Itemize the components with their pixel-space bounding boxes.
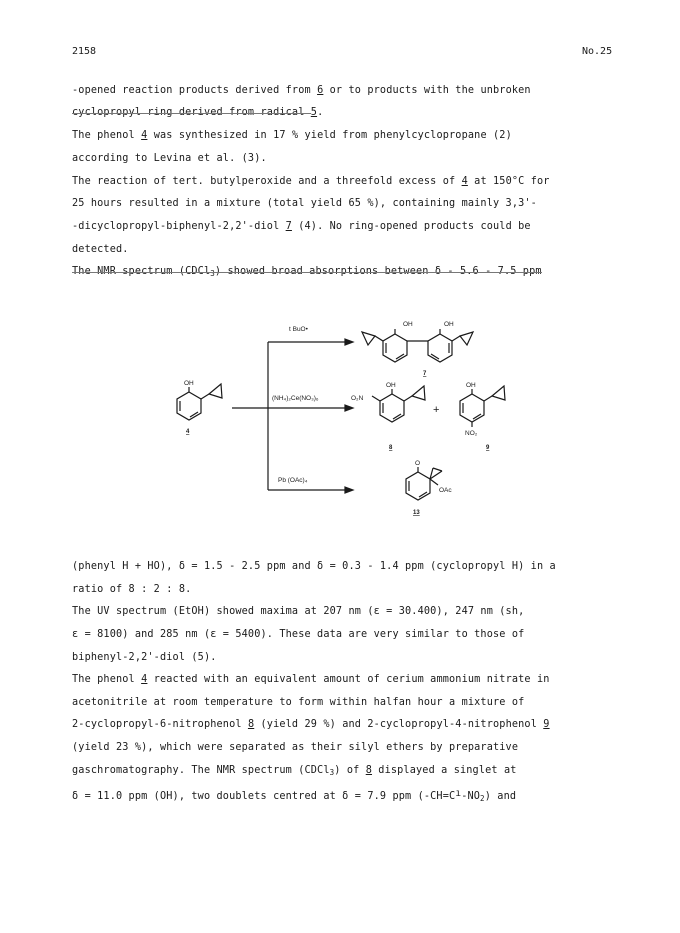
oh-label: OH: [403, 321, 413, 328]
text-line: biphenyl-2,2'-diol (5).: [72, 652, 217, 663]
o2n-label: O₂N: [351, 395, 364, 402]
journal-issue: No.25: [582, 46, 613, 57]
compound-ref: 7: [285, 221, 292, 232]
compound-7-structure: [362, 329, 473, 362]
text-line: 2-cyclopropyl-6-nitrophenol 8 (yield 29 %) and 2-cyclopropyl-4-nitrophenol 9: [72, 719, 550, 730]
compound-ref: 6: [317, 85, 324, 96]
text-line: δ = 11.0 ppm (OH), two doublets centred at δ = 7.9 ppm $(-CH=Cı-NO_2)$ and: [72, 788, 517, 803]
compound-ref: 5: [310, 107, 318, 118]
compound-13-structure: [406, 467, 442, 500]
text-line: acetonitrile at room temperature to form within halfan hour a mixture of: [72, 697, 525, 708]
compound-4-structure: [177, 384, 222, 420]
compound-13-label: 13: [413, 510, 420, 516]
compound-9-structure: [460, 386, 505, 427]
text-line: ε = 8100) and 285 nm (ε = 5400). These data are very similar to those of: [72, 629, 525, 640]
reaction-scheme: [0, 290, 680, 540]
compound-8-structure: [372, 386, 425, 422]
text-line: The UV spectrum (EtOH) showed maxima at 207 nm (ε = 30.400), 247 nm (sh,: [72, 606, 525, 617]
compound-ref: 8: [247, 719, 255, 730]
bond-mark: ı: [455, 788, 462, 799]
oh-label: OH: [386, 382, 396, 389]
plus-sign: +: [433, 404, 440, 416]
oac-label: OAc: [439, 487, 452, 494]
oh-label: OH: [184, 380, 194, 387]
text-line: -opened reaction products derived from 6 or to products with the unbroken: [72, 85, 531, 96]
text-line: -dicyclopropyl-biphenyl-2,2'-diol 7 (4). No ring-opened products could be: [72, 221, 531, 232]
compound-ref: 4: [141, 674, 148, 685]
compound-9-label: 9: [486, 445, 490, 451]
page-number: 2158: [72, 46, 97, 57]
compound-ref: 4: [461, 176, 468, 187]
compound-7-label: 7: [423, 371, 427, 377]
reagent-can: (NH₄)₂Ce(NO₃)₆: [272, 395, 319, 402]
o-label: O: [415, 460, 421, 467]
compound-ref: 9: [543, 719, 550, 730]
oh-label: OH: [466, 382, 476, 389]
oh-label: OH: [444, 321, 454, 328]
text-line: The phenol 4 reacted with an equivalent amount of cerium ammonium nitrate in: [72, 674, 550, 685]
text-line: according to Levina et al. (3).: [72, 153, 267, 164]
compound-ref: 4: [141, 130, 148, 141]
text-line: (yield 23 %), which were separated as their silyl ethers by preparative: [72, 742, 519, 753]
text-line: (phenyl H + HO), δ = 1.5 - 2.5 ppm and δ = 0.3 - 1.4 ppm (cyclopropyl H) in a: [72, 561, 556, 572]
text-line: The reaction of tert. butylperoxide and a threefold excess of 4 at 150°C for: [72, 176, 550, 187]
text-line: gaschromatography. The NMR spectrum (CDCl$_3$) of 8 displayed a singlet at: [72, 765, 517, 777]
text-line: ratio of 8 : 2 : 8.: [72, 584, 192, 595]
text-line: The NMR spectrum (CDCl$_3$) showed broad absorptions between δ - 5.6 - 7.5 ppm: [72, 266, 542, 278]
text-line: detected.: [72, 244, 129, 255]
compound-8-label: 8: [389, 445, 393, 451]
text-line: cyclopropyl ring derived from radical 5.: [72, 107, 324, 118]
reagent-tbuo: t BuO•: [289, 326, 308, 333]
text-line: The phenol 4 was synthesized in 17 % yield from phenylcyclopropane (2): [72, 130, 512, 141]
no2-label: NO₂: [465, 430, 478, 437]
compound-4-label: 4: [186, 429, 190, 435]
text-line: 25 hours resulted in a mixture (total yield 65 %), containing mainly 3,3'-: [72, 198, 537, 209]
reagent-pboac: Pb (OAc)₄: [278, 477, 308, 484]
compound-ref: 8: [365, 765, 373, 776]
